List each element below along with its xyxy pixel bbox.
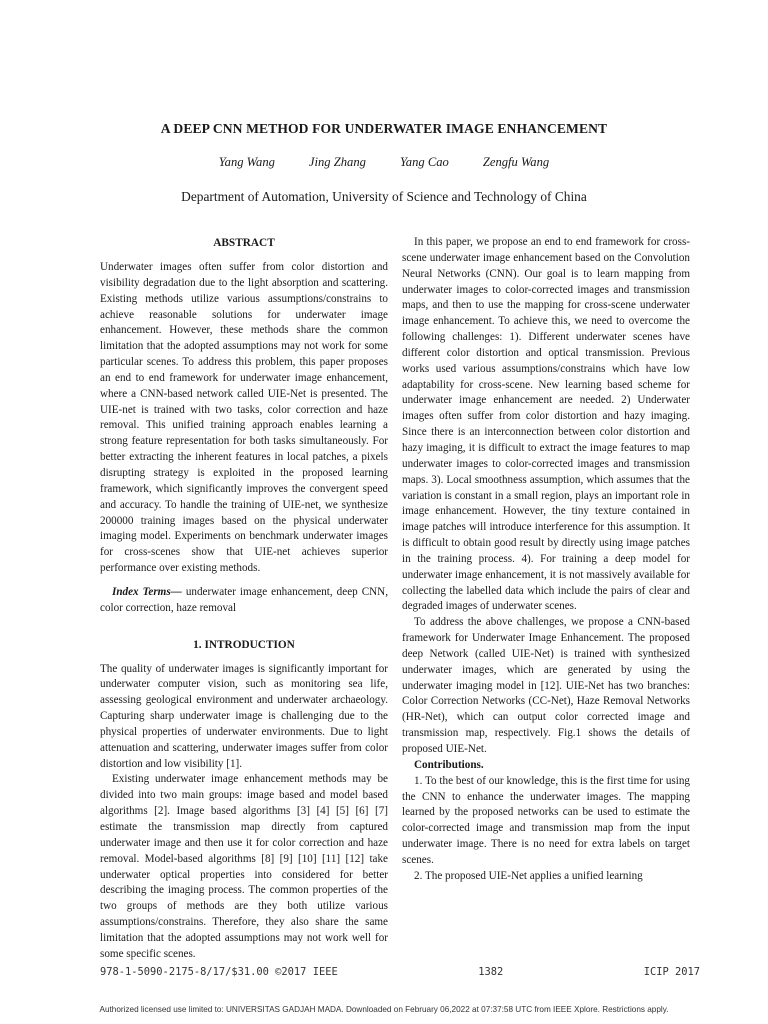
license-notice: Authorized licensed use limited to: UNIVERSITAS GADJAH MADA. Downloaded on February 06,2022 at 07:37:58 UTC from IEEE Xplore. Restrictions apply. xyxy=(99,1005,669,1014)
author-name: Zengfu Wang xyxy=(482,155,550,169)
page-footer xyxy=(100,966,700,978)
intro-paragraph: In this paper, we propose an end to end framework for cross-scene underwater image enhancement based on the Convolution Neural Networks (CNN). Our goal is to learn mapping from underwater images to color-corrected images and transmission maps, and then to use the mapping for cross-scene underwater image enhancement. To achieve this, we need to overcome the following challenges: 1). Different underwater scenes have different color distortion and optical transmission. Previous works used various assumptions/constrains which have low adaptability for cross-scene. New learning based scheme for underwater image enhancement are needed. 2) Underwater images often suffer from color distortion and hazy imaging. Since there is an interconnection between color distortion and hazy imaging, it is difficult to extract the image features to map underwater images to color-corrected images and transmission maps. 3). Local smoothness assumption, which assumes that the variation is constant in a small region, plays an important role in image enhancement. However, the tiny texture contained in image patches will introduce interference for this assumption. It is difficult to obtain good result by directly using image patches in the training process. 4). For training a deep model for underwater image enhancement, it is not massively available for collecting the labelled data which include the pairs of clear and degraded images of underwater scenes. xyxy=(402,236,690,613)
abstract-heading: ABSTRACT xyxy=(213,237,275,249)
author-name: Yang Wang xyxy=(218,155,275,169)
index-terms-label: Index Terms— xyxy=(112,585,182,598)
index-terms-text: underwater image enhancement, deep CNN, color correction, haze removal xyxy=(100,585,389,614)
author-name: Jing Zhang xyxy=(308,155,366,169)
introduction-heading: 1. INTRODUCTION xyxy=(193,638,295,651)
contribution-item: 1. To the best of our knowledge, this is the first time for using the CNN to enhance the underwater images. The mapping learned by the proposed networks can be used to estimate the color-corrected image and transmission map from the input underwater image. There is no need for extra labels on target scenes. xyxy=(402,774,690,866)
left-column xyxy=(100,235,388,963)
author-list xyxy=(0,155,768,170)
footer-isbn: 978-1-5090-2175-8/17/$31.00 ©2017 IEEE xyxy=(100,966,338,978)
footer-venue: ICIP 2017 xyxy=(643,966,700,978)
index-terms xyxy=(100,585,388,617)
contributions-label: Contributions. xyxy=(414,758,484,771)
intro-paragraph: The quality of underwater images is significantly important for underwater computer vision, such as monitoring sea life, assessing geological environment and underwater archaeology. Capturing sharp underwater image is challenging due to the physical properties of underwater environments. Due to light attenuation and scattering, underwater images suffer from color distortion and low visibility [1]. xyxy=(100,662,388,770)
contribution-item: 2. The proposed UIE-Net applies a unified learning xyxy=(414,869,643,882)
right-column xyxy=(402,235,690,885)
author-name: Yang Cao xyxy=(399,155,449,169)
affiliation: Department of Automation, University of Science and Technology of China xyxy=(181,189,587,204)
intro-paragraph: To address the above challenges, we propose a CNN-based framework for Underwater Image Enhancement. The proposed deep Network (called UIE-Net) is trained with synthesized underwater images, which are generated by using the underwater imaging model in [12]. UIE-Net has two branches: Color Correction Networks (CC-Net), Haze Removal Networks (HR-Net), which can output color corrected image and transmission map, respectively. Fig.1 shows the details of proposed UIE-Net. xyxy=(402,616,690,755)
footer-page-number: 1382 xyxy=(478,966,504,978)
paper-title: A DEEP CNN METHOD FOR UNDERWATER IMAGE ENHANCEMENT xyxy=(160,121,608,136)
abstract-text: Underwater images often suffer from color distortion and visibility degradation due to the light absorption and scattering. Existing methods utilize various assumptions/constrains to achieve reasonable solutions for underwater image enhancement. However, these methods share the common limitation that the adopted assumptions may not work for some particular scenes. To address this problem, this paper proposes an end to end framework for underwater image enhancement, where a CNN-based network called UIE-Net is presented. The UIE-net is trained with two tasks, color correction and haze removal. This unified training approach enables learning a strong feature representation for both tasks simultaneously. For better extracting the inherent features in local patches, a pixels disrupting strategy is exploited in the proposed learning framework, which significantly improves the convergent speed and accuracy. To handle the training of UIE-net, we synthesize 200000 training images based on the physical underwater imaging model. Experiments on benchmark underwater images for cross-scenes show that UIE-net achieves superior performance over existing methods. xyxy=(100,261,388,575)
intro-paragraph: Existing underwater image enhancement methods may be divided into two main groups: image based and model based algorithms [2]. Image based algorithms [3] [4] [5] [6] [7] estimate the transmission map directly from captured underwater image and then use it for color correction and haze removal. Model-based algorithms [8] [9] [10] [11] [12] take underwater optical properties into considered for better describing the imaging process. The common properties of the two groups of methods are they both utilize various assumptions/constrains. Therefore, they also share the same limitation that the adopted assumptions may not work well for some specific scenes. xyxy=(100,773,388,960)
